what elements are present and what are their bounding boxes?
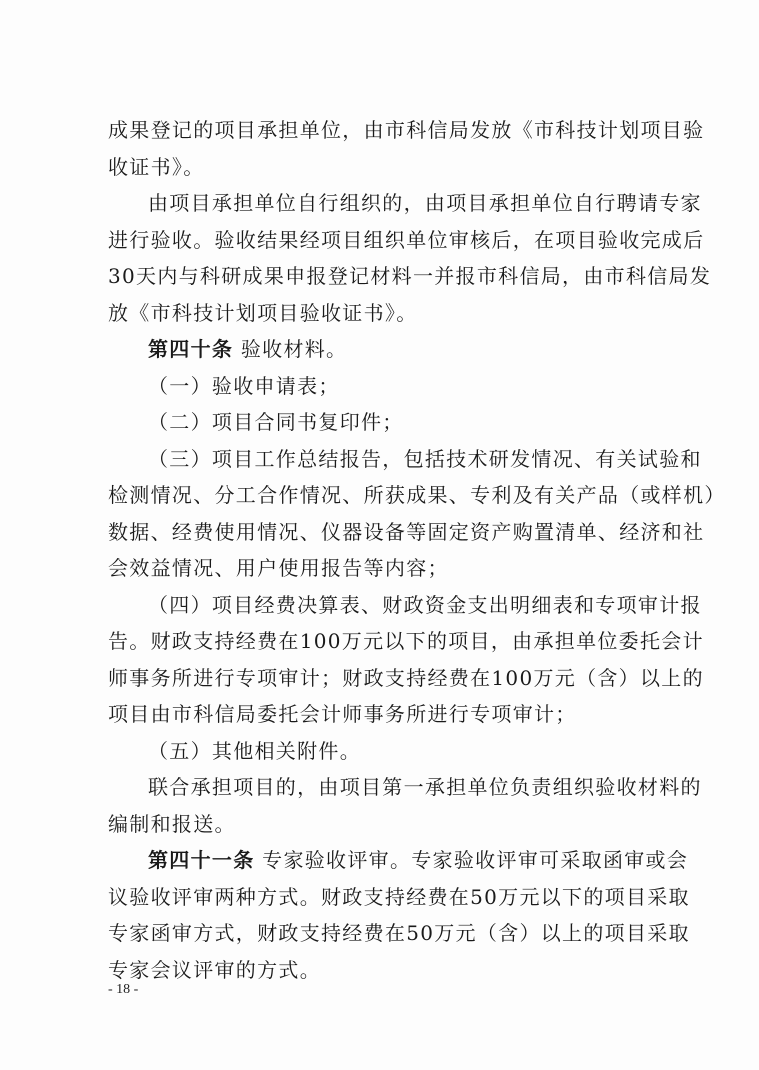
- text-line: [108, 952, 670, 989]
- text-line: [108, 623, 704, 660]
- line-text: （二）项目合同书复印件；: [148, 410, 404, 434]
- text-line: [108, 185, 702, 222]
- line-text: （五）其他相关附件。: [148, 738, 361, 763]
- text-line: [108, 149, 670, 186]
- page-number: - 18 -: [108, 982, 139, 997]
- text-line: [108, 769, 702, 806]
- line-text: 会效益情况、用户使用报告等内容；: [108, 556, 449, 580]
- text-line: [108, 550, 670, 587]
- text-line: [108, 806, 670, 843]
- article-heading-line: [108, 842, 689, 879]
- line-text: 检测情况、分工合作情况、所获成果、专利及有关产品（或样机）: [108, 483, 726, 507]
- text-line: [108, 441, 702, 478]
- line-text: 议验收评审两种方式。财政支持经费在50万元以下的项目采取: [108, 884, 690, 909]
- line-text: 进行验收。验收结果经项目组织单位审核后，在项目验收完成后: [108, 227, 705, 252]
- text-line: [108, 733, 670, 770]
- line-text: （三）项目工作总结报告，包括技术研发情况、有关试验和: [148, 446, 702, 471]
- text-line: [108, 660, 704, 697]
- line-text: 专家会议评审的方式。: [108, 957, 321, 982]
- text-line: [108, 258, 712, 295]
- line-text: 验收材料。: [233, 337, 348, 361]
- line-text: （一）验收申请表；: [148, 373, 340, 398]
- text-line: [108, 696, 670, 733]
- text-line: [108, 514, 705, 551]
- line-text: 30天内与科研成果申报登记材料一并报市科信局，由市科信局发: [108, 264, 712, 288]
- line-text: 师事务所进行专项审计；财政支持经费在100万元（含）以上的: [108, 665, 704, 690]
- article-number: 第四十一条: [148, 848, 255, 872]
- text-line: [108, 295, 670, 332]
- article-heading-line: [108, 331, 670, 368]
- document-body: [108, 112, 726, 988]
- line-text: （四）项目经费决算表、财政资金支出明细表和专项审计报: [148, 592, 702, 617]
- line-text: 专家验收评审。专家验收评审可采取函审或会: [254, 848, 689, 872]
- line-text: 编制和报送。: [108, 811, 236, 836]
- line-text: 放《市科技计划项目验收证书》。: [108, 300, 418, 325]
- text-line: [108, 477, 726, 514]
- text-line: [108, 222, 705, 259]
- text-line: [108, 368, 670, 405]
- text-line: [108, 112, 705, 149]
- line-text: 成果登记的项目承担单位，由市科信局发放《市科技计划项目验: [108, 118, 705, 142]
- text-line: [108, 404, 670, 441]
- line-text: 由项目承担单位自行组织的，由项目承担单位自行聘请专家: [148, 191, 702, 215]
- line-text: 收证书》。: [108, 154, 205, 179]
- line-text: 专家函审方式，财政支持经费在50万元（含）以上的项目采取: [108, 921, 690, 945]
- article-number: 第四十条: [148, 337, 234, 361]
- text-line: [108, 587, 702, 624]
- text-line: [108, 915, 690, 952]
- text-line: [108, 879, 690, 916]
- line-text: 数据、经费使用情况、仪器设备等固定资产购置清单、经济和社: [108, 519, 705, 544]
- line-text: 项目由市科信局委托会计师事务所进行专项审计；: [108, 702, 577, 726]
- line-text: 联合承担项目的，由项目第一承担单位负责组织验收材料的: [148, 775, 702, 799]
- line-text: 告。财政支持经费在100万元以下的项目，由承担单位委托会计: [108, 629, 704, 653]
